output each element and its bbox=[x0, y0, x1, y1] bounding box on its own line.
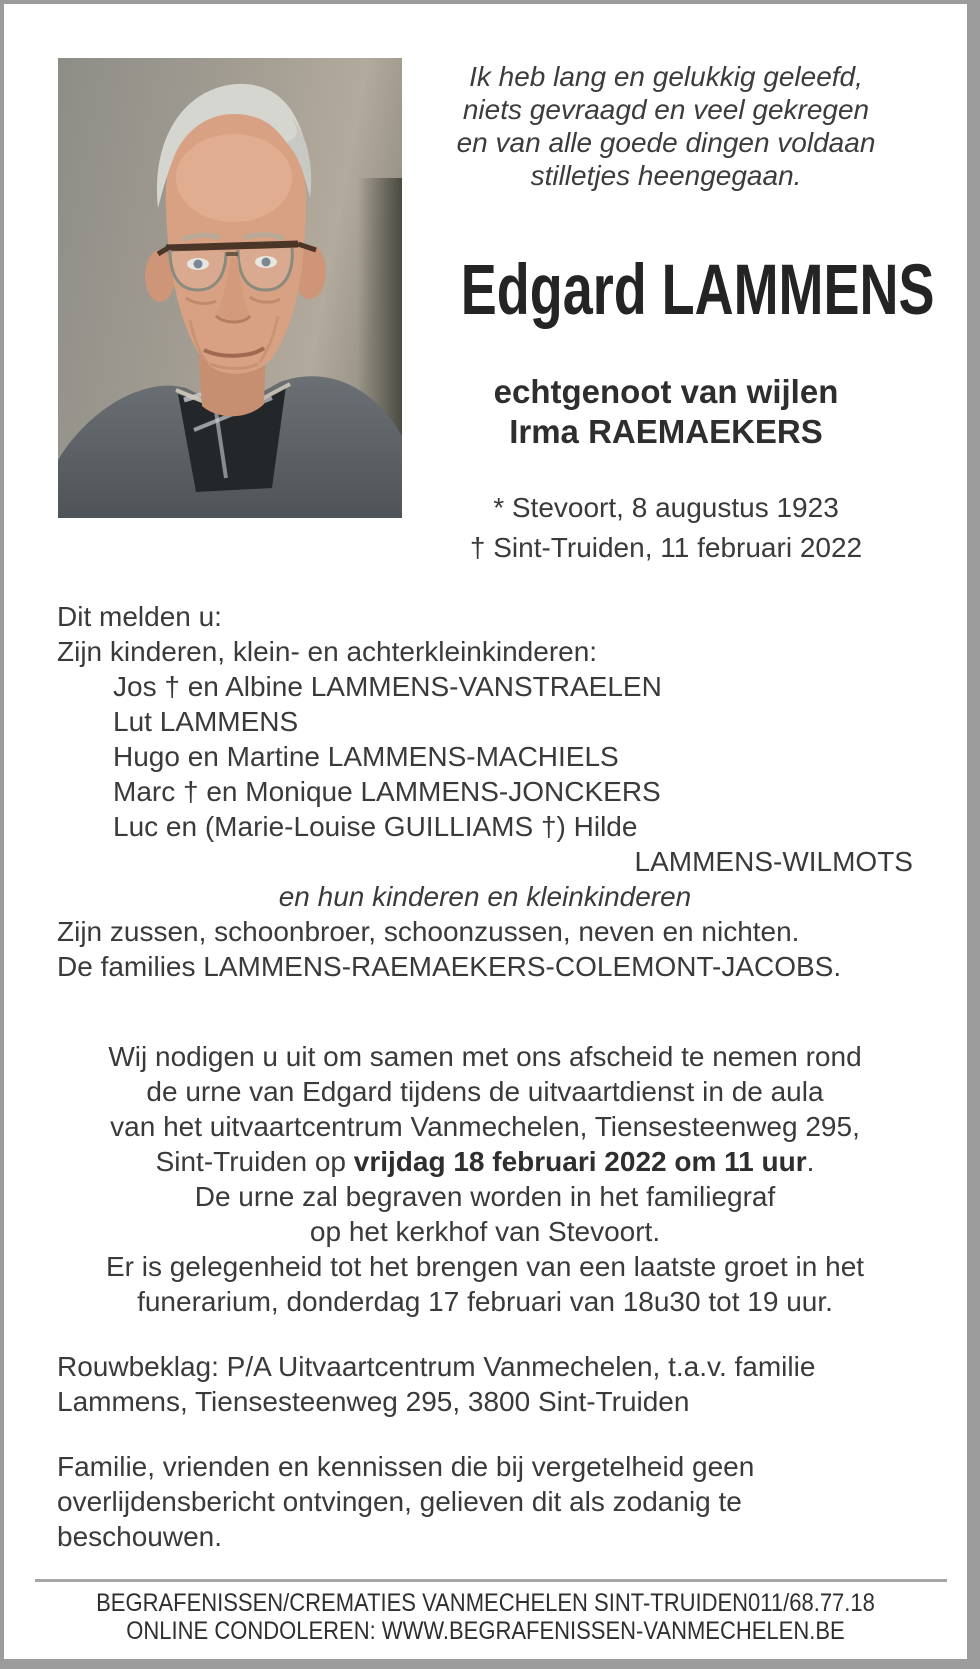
family-announcement bbox=[57, 599, 913, 984]
child-line: Jos † en Albine LAMMENS-VANSTRAELEN bbox=[113, 671, 662, 702]
header-section bbox=[4, 4, 967, 563]
date-suffix: . bbox=[806, 1146, 815, 1177]
child-line-overflow: LAMMENS-WILMOTS bbox=[634, 846, 913, 877]
ceremony-details bbox=[57, 1039, 913, 1319]
ceremony-date: vrijdag 18 februari 2022 om 11 uur bbox=[353, 1146, 807, 1177]
quote-line: Ik heb lang en gelukkig geleefd, bbox=[469, 61, 863, 92]
apology-line: beschouwen. bbox=[57, 1521, 223, 1552]
invitation-line: de urne van Edgard tijdens de uitvaartdienst in de aula bbox=[146, 1076, 824, 1107]
ceremony-date-line bbox=[57, 1144, 913, 1179]
families-line: De families LAMMENS-RAEMAEKERS-COLEMONT-JACOBS. bbox=[57, 951, 842, 982]
spouse-name: Irma RAEMAEKERS bbox=[509, 413, 823, 450]
life-dates bbox=[396, 488, 936, 568]
quote-line: en van alle goede dingen voldaan bbox=[456, 127, 876, 158]
relatives-line: Zijn zussen, schoonbroer, schoonzussen, neven en nichten. bbox=[57, 916, 800, 947]
condolence-address bbox=[57, 1349, 913, 1419]
condolence-line: Lammens, Tiensesteenweg 295, 3800 Sint-Truiden bbox=[57, 1386, 690, 1417]
visitation-line: funerarium, donderdag 17 februari van 18u30 tot 19 uur. bbox=[137, 1286, 833, 1317]
quote-line: stilletjes heengegaan. bbox=[530, 160, 802, 191]
invitation-line: Wij nodigen u uit om samen met ons afscheid te nemen rond bbox=[108, 1041, 862, 1072]
death-date: † Sint-Truiden, 11 februari 2022 bbox=[469, 532, 863, 563]
child-line: Marc † en Monique LAMMENS-JONCKERS bbox=[113, 776, 661, 807]
relation-text bbox=[396, 372, 936, 452]
apology-line: Familie, vrienden en kennissen die bij vergetelheid geen bbox=[57, 1451, 755, 1482]
birth-date: * Stevoort, 8 augustus 1923 bbox=[493, 492, 839, 523]
portrait-photo bbox=[58, 58, 402, 518]
funeral-home-name-phone: BEGRAFENISSEN/CREMATIES VANMECHELEN SINT-TRUIDEN011/68.77.18 bbox=[96, 1589, 875, 1617]
apology-note bbox=[57, 1449, 913, 1554]
announcement-intro: Dit melden u: bbox=[57, 601, 222, 632]
funeral-home-footer bbox=[4, 1589, 967, 1645]
children-header: Zijn kinderen, klein- en achterkleinkinderen: bbox=[57, 636, 598, 667]
burial-line: De urne zal begraven worden in het familiegraf bbox=[194, 1181, 776, 1212]
burial-line: op het kerkhof van Stevoort. bbox=[309, 1216, 661, 1247]
grandchildren-note: en hun kinderen en kleinkinderen bbox=[278, 881, 692, 912]
apology-line: overlijdensbericht ontvingen, gelieven dit als zodanig te bbox=[57, 1486, 742, 1517]
child-line: Luc en (Marie-Louise GUILLIAMS †) Hilde bbox=[113, 811, 638, 842]
date-prefix: Sint-Truiden op bbox=[155, 1146, 354, 1177]
child-line: Lut LAMMENS bbox=[113, 706, 299, 737]
deceased-name: Edgard LAMMENS bbox=[460, 251, 935, 330]
invitation-line: van het uitvaartcentrum Vanmechelen, Tiensesteenweg 295, bbox=[110, 1111, 860, 1142]
portrait-illustration bbox=[58, 58, 402, 518]
online-condolence-url: ONLINE CONDOLEREN: WWW.BEGRAFENISSEN-VANMECHELEN.BE bbox=[126, 1617, 845, 1645]
memorial-quote bbox=[396, 60, 936, 192]
child-line: Hugo en Martine LAMMENS-MACHIELS bbox=[113, 741, 619, 772]
header-text-column bbox=[396, 60, 936, 568]
condolence-line: Rouwbeklag: P/A Uitvaartcentrum Vanmechelen, t.a.v. familie bbox=[57, 1351, 816, 1382]
relation-line: echtgenoot van wijlen bbox=[493, 373, 839, 410]
footer-divider bbox=[35, 1579, 947, 1582]
quote-line: niets gevraagd en veel gekregen bbox=[462, 94, 870, 125]
visitation-line: Er is gelegenheid tot het brengen van een laatste groet in het bbox=[105, 1251, 865, 1282]
